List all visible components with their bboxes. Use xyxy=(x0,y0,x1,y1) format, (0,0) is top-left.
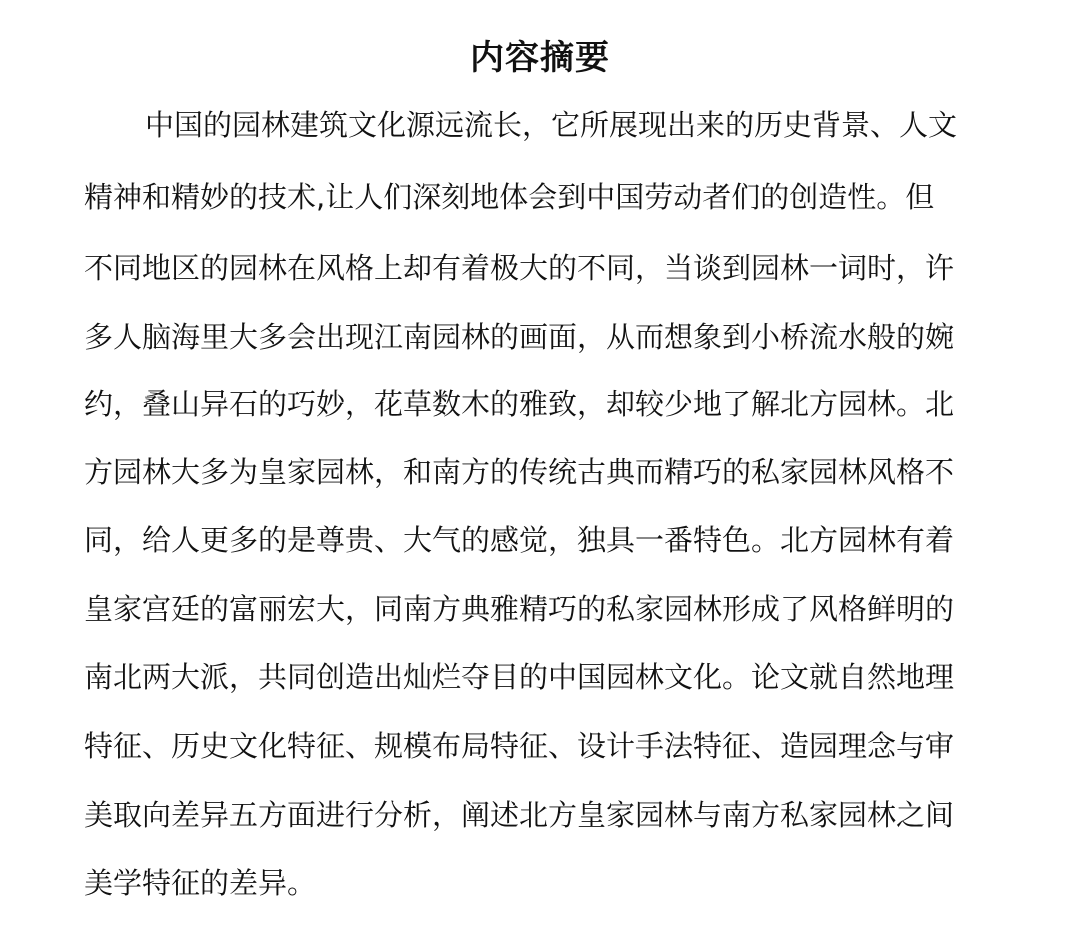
abstract-line-12: 美学特征的差异。 xyxy=(84,866,317,900)
abstract-line-1: 中国的园林建筑文化源远流长，它所展现出来的历史背景、人文 xyxy=(145,108,958,142)
abstract-line-9: 南北两大派，共同创造出灿烂夺目的中国园林文化。论文就自然地理 xyxy=(84,660,955,694)
abstract-line-8: 皇家宫廷的富丽宏大，同南方典雅精巧的私家园林形成了风格鲜明的 xyxy=(84,592,955,626)
abstract-line-4: 多人脑海里大多会出现江南园林的画面，从而想象到小桥流水般的婉 xyxy=(84,320,955,354)
abstract-line-10: 特征、历史文化特征、规模布局特征、设计手法特征、造园理念与审 xyxy=(84,729,955,763)
abstract-line-7: 同，给人更多的是尊贵、大气的感觉，独具一番特色。北方园林有着 xyxy=(84,523,955,557)
abstract-line-2: 精神和精妙的技术,让人们深刻地体会到中国劳动者们的创造性。但 xyxy=(84,180,935,214)
abstract-line-6: 方园林大多为皇家园林，和南方的传统古典而精巧的私家园林风格不 xyxy=(84,455,955,489)
abstract-line-11: 美取向差异五方面进行分析，阐述北方皇家园林与南方私家园林之间 xyxy=(84,798,955,832)
abstract-title: 内容摘要 xyxy=(470,38,610,78)
abstract-line-3: 不同地区的园林在风格上却有着极大的不同，当谈到园林一词时，许 xyxy=(84,251,955,285)
abstract-line-5: 约，叠山异石的巧妙，花草数木的雅致，却较少地了解北方园林。北 xyxy=(84,387,955,421)
